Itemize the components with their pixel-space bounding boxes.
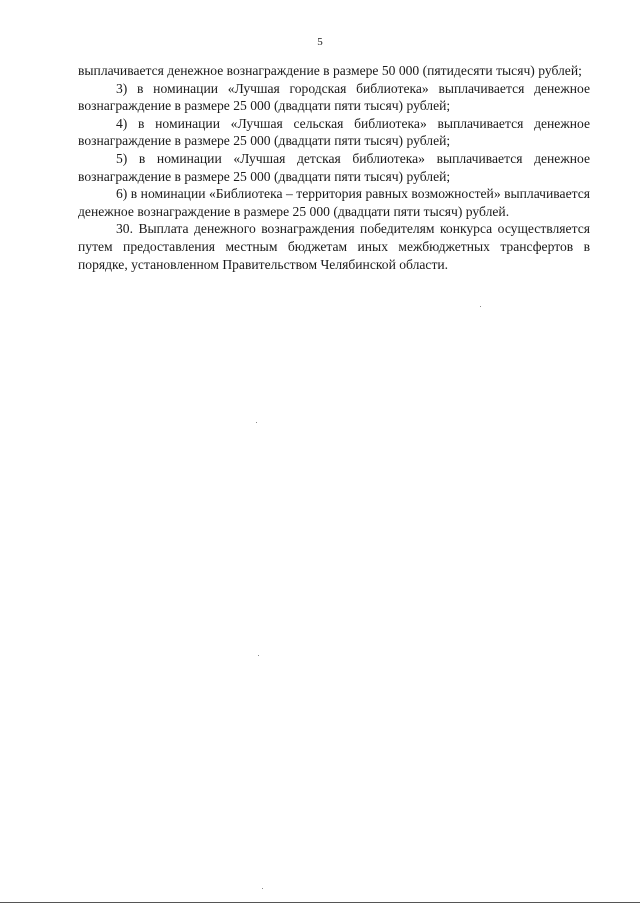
- paragraph-item-5: 5) в номинации «Лучшая детская библиотека» выплачивается денежное вознаграждение в размере 25 000 (двадцати пяти тысяч) рублей;: [78, 150, 590, 184]
- scan-speck: [262, 888, 263, 889]
- page-bottom-edge: [0, 902, 640, 903]
- paragraph-continuation: выплачивается денежное вознаграждение в размере 50 000 (пятидесяти тысяч) рублей;: [78, 63, 582, 78]
- paragraph-item-3: 3) в номинации «Лучшая городская библиотека» выплачивается денежное вознаграждение в размере 25 000 (двадцати пяти тысяч) рублей;: [78, 80, 590, 114]
- scan-speck: [258, 655, 259, 656]
- page-number: 5: [317, 36, 323, 48]
- scan-speck: [480, 306, 481, 307]
- paragraph-item-4: 4) в номинации «Лучшая сельская библиотека» выплачивается денежное вознаграждение в размере 25 000 (двадцати пяти тысяч) рублей;: [78, 115, 590, 149]
- document-body: [78, 62, 590, 273]
- paragraph-item-6: 6) в номинации «Библиотека – территория равных возможностей» выплачивается денежное вознаграждение в размере 25 000 (двадцати пяти тысяч) рублей.: [78, 186, 590, 219]
- scan-speck: [256, 422, 257, 423]
- paragraph-clause-30: 30. Выплата денежного вознаграждения победителям конкурса осуществляется путем предоставления местным бюджетам иных межбюджетных трансфертов в порядке, установленном Правительством Челябинской области.: [78, 221, 590, 272]
